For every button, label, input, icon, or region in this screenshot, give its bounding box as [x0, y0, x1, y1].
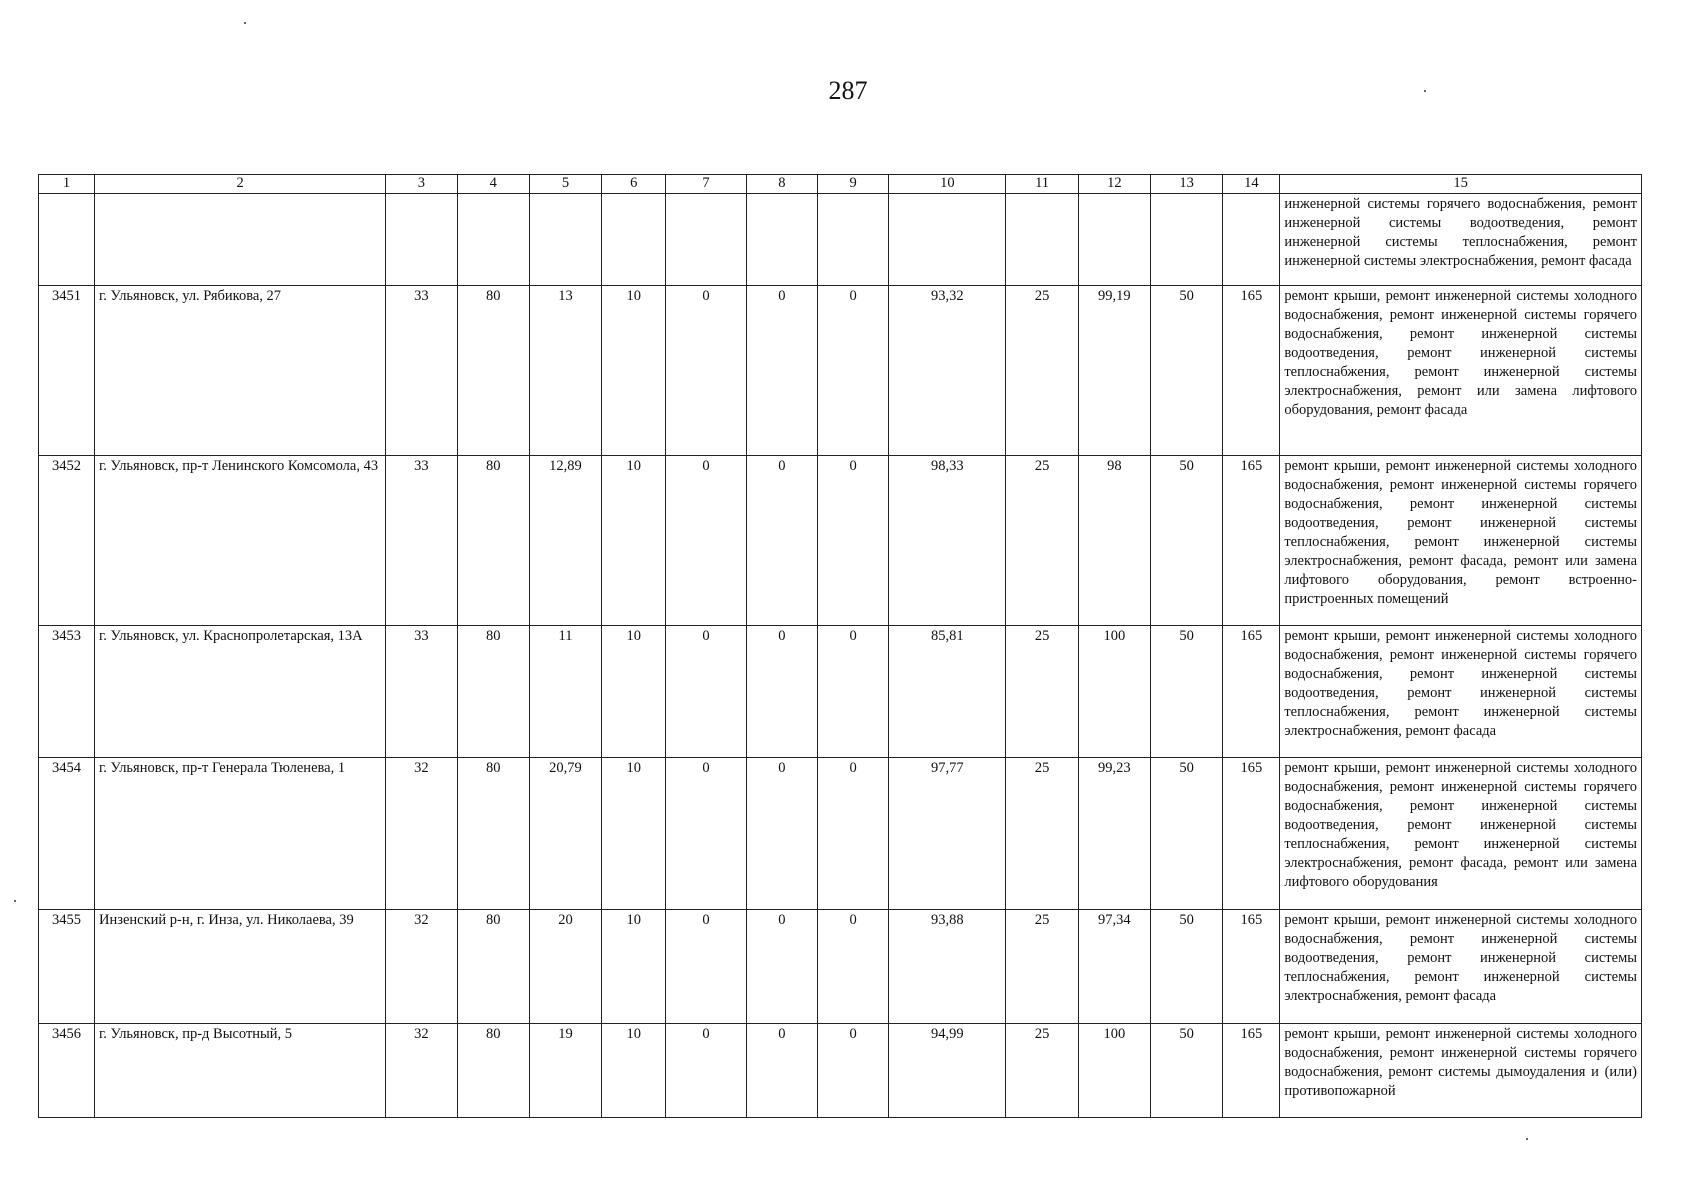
cell-value: 0 [746, 456, 817, 626]
cell-value: 25 [1006, 286, 1078, 456]
cell-value: 0 [746, 910, 817, 1024]
column-header: 11 [1006, 175, 1078, 194]
cell-value: 100 [1078, 626, 1150, 758]
cell-value: 50 [1151, 456, 1223, 626]
cell-value: 165 [1223, 286, 1280, 456]
cell-value: 0 [746, 758, 817, 910]
table-row [39, 1024, 1642, 1118]
cell-value: 0 [818, 910, 889, 1024]
column-header: 14 [1223, 175, 1280, 194]
cell-value: 0 [818, 626, 889, 758]
house-address: Инзенский р-н, г. Инза, ул. Николаева, 39 [95, 910, 386, 1024]
table-row-continuation [39, 194, 1642, 286]
house-address: г. Ульяновск, ул. Рябикова, 27 [95, 286, 386, 456]
column-header: 1 [39, 175, 95, 194]
repair-program-table [38, 174, 1642, 1118]
cell-value: 0 [666, 456, 746, 626]
column-header: 3 [386, 175, 457, 194]
cell-value: 10 [602, 456, 666, 626]
cell-value: 98 [1078, 456, 1150, 626]
cell-value: 80 [457, 910, 529, 1024]
table-row [39, 286, 1642, 456]
cell-value: 25 [1006, 626, 1078, 758]
column-header: 2 [95, 175, 386, 194]
cell-value: 0 [818, 758, 889, 910]
column-number-header-row [39, 175, 1642, 194]
column-header: 7 [666, 175, 746, 194]
works-list: инженерной системы горячего водоснабжения, ремонт инженерной системы водоотведения, ремонт инженерной системы теплоснабжения, ремонт инженерной системы электроснабжения, ремонт фасада [1280, 194, 1642, 286]
cell-value: 32 [386, 1024, 457, 1118]
cell-value: 20 [529, 910, 601, 1024]
cell-value: 11 [529, 626, 601, 758]
cell-value: 10 [602, 758, 666, 910]
cell-value: 0 [666, 758, 746, 910]
cell-value: 93,88 [889, 910, 1006, 1024]
column-header: 5 [529, 175, 601, 194]
cell-value: 0 [666, 1024, 746, 1118]
column-header: 10 [889, 175, 1006, 194]
works-list: ремонт крыши, ремонт инженерной системы холодного водоснабжения, ремонт инженерной системы горячего водоснабжения, ремонт инженерной системы водоотведения, ремонт инженерной системы теплоснабжения, ремонт инженерной системы электроснабжения, ремонт фасада, ремонт или замена лифтового оборудования [1280, 758, 1642, 910]
cell-value: 33 [386, 456, 457, 626]
cell-value: 50 [1151, 286, 1223, 456]
scan-speck [14, 900, 16, 902]
cell-value: 10 [602, 626, 666, 758]
cell-value: 50 [1151, 626, 1223, 758]
row-number: 3456 [39, 1024, 95, 1118]
row-number: 3453 [39, 626, 95, 758]
cell-value: 33 [386, 626, 457, 758]
cell-value: 0 [746, 1024, 817, 1118]
table-row [39, 910, 1642, 1024]
cell-value: 94,99 [889, 1024, 1006, 1118]
cell-value: 50 [1151, 758, 1223, 910]
row-number: 3455 [39, 910, 95, 1024]
table-row [39, 626, 1642, 758]
works-list: ремонт крыши, ремонт инженерной системы холодного водоснабжения, ремонт инженерной системы водоотведения, ремонт инженерной системы теплоснабжения, ремонт инженерной системы электроснабжения, ремонт фасада [1280, 910, 1642, 1024]
cell-value: 0 [666, 286, 746, 456]
works-list: ремонт крыши, ремонт инженерной системы холодного водоснабжения, ремонт инженерной системы горячего водоснабжения, ремонт инженерной системы водоотведения, ремонт инженерной системы теплоснабжения, ремонт инженерной системы электроснабжения, ремонт фасада, ремонт или замена лифтового оборудования, ремонт встроенно-пристроенных помещений [1280, 456, 1642, 626]
cell-value: 165 [1223, 1024, 1280, 1118]
cell-value: 0 [818, 456, 889, 626]
cell-value: 32 [386, 758, 457, 910]
house-address: г. Ульяновск, пр-т Ленинского Комсомола, 43 [95, 456, 386, 626]
cell-value: 0 [746, 286, 817, 456]
cell-value: 80 [457, 1024, 529, 1118]
cell-value: 80 [457, 286, 529, 456]
cell-value: 98,33 [889, 456, 1006, 626]
row-number: 3452 [39, 456, 95, 626]
row-number: 3451 [39, 286, 95, 456]
cell-value: 0 [666, 626, 746, 758]
cell-value: 100 [1078, 1024, 1150, 1118]
cell-value: 20,79 [529, 758, 601, 910]
column-header: 4 [457, 175, 529, 194]
cell-value: 0 [818, 286, 889, 456]
house-address: г. Ульяновск, пр-т Генерала Тюленева, 1 [95, 758, 386, 910]
cell-value: 80 [457, 626, 529, 758]
cell-value: 25 [1006, 910, 1078, 1024]
works-list: ремонт крыши, ремонт инженерной системы холодного водоснабжения, ремонт инженерной системы горячего водоснабжения, ремонт инженерной системы водоотведения, ремонт инженерной системы теплоснабжения, ремонт инженерной системы электроснабжения, ремонт фасада [1280, 626, 1642, 758]
cell-value: 97,77 [889, 758, 1006, 910]
cell-value: 80 [457, 758, 529, 910]
cell-value: 32 [386, 910, 457, 1024]
cell-value: 99,19 [1078, 286, 1150, 456]
cell-value: 99,23 [1078, 758, 1150, 910]
cell-value: 25 [1006, 1024, 1078, 1118]
table-row [39, 456, 1642, 626]
cell-value: 50 [1151, 910, 1223, 1024]
cell-value: 25 [1006, 758, 1078, 910]
cell-value: 50 [1151, 1024, 1223, 1118]
works-list: ремонт крыши, ремонт инженерной системы холодного водоснабжения, ремонт инженерной системы горячего водоснабжения, ремонт инженерной системы водоотведения, ремонт инженерной системы теплоснабжения, ремонт инженерной системы электроснабжения, ремонт или замена лифтового оборудования, ремонт фасада [1280, 286, 1642, 456]
cell-value: 80 [457, 456, 529, 626]
cell-value: 25 [1006, 456, 1078, 626]
cell-value: 93,32 [889, 286, 1006, 456]
cell-value: 0 [666, 910, 746, 1024]
works-list: ремонт крыши, ремонт инженерной системы холодного водоснабжения, ремонт инженерной системы горячего водоснабжения, ремонт системы дымоудаления и (или) противопожарной [1280, 1024, 1642, 1118]
scan-speck [244, 22, 246, 24]
column-header: 6 [602, 175, 666, 194]
cell-value: 33 [386, 286, 457, 456]
column-header: 15 [1280, 175, 1642, 194]
cell-value: 19 [529, 1024, 601, 1118]
column-header: 12 [1078, 175, 1150, 194]
cell-value: 10 [602, 1024, 666, 1118]
scan-speck [1424, 90, 1426, 92]
cell-value: 0 [818, 1024, 889, 1118]
column-header: 9 [818, 175, 889, 194]
house-address: г. Ульяновск, ул. Краснопролетарская, 13А [95, 626, 386, 758]
column-header: 13 [1151, 175, 1223, 194]
table-row [39, 758, 1642, 910]
column-header: 8 [746, 175, 817, 194]
cell-value: 165 [1223, 910, 1280, 1024]
row-number: 3454 [39, 758, 95, 910]
cell-value: 13 [529, 286, 601, 456]
cell-value: 97,34 [1078, 910, 1150, 1024]
house-address: г. Ульяновск, пр-д Высотный, 5 [95, 1024, 386, 1118]
cell-value: 10 [602, 286, 666, 456]
cell-value: 12,89 [529, 456, 601, 626]
cell-value: 85,81 [889, 626, 1006, 758]
page-number: 287 [828, 76, 868, 105]
cell-value: 165 [1223, 456, 1280, 626]
cell-value: 10 [602, 910, 666, 1024]
cell-value: 165 [1223, 758, 1280, 910]
scan-speck [1526, 1138, 1528, 1140]
cell-value: 165 [1223, 626, 1280, 758]
cell-value: 0 [746, 626, 817, 758]
